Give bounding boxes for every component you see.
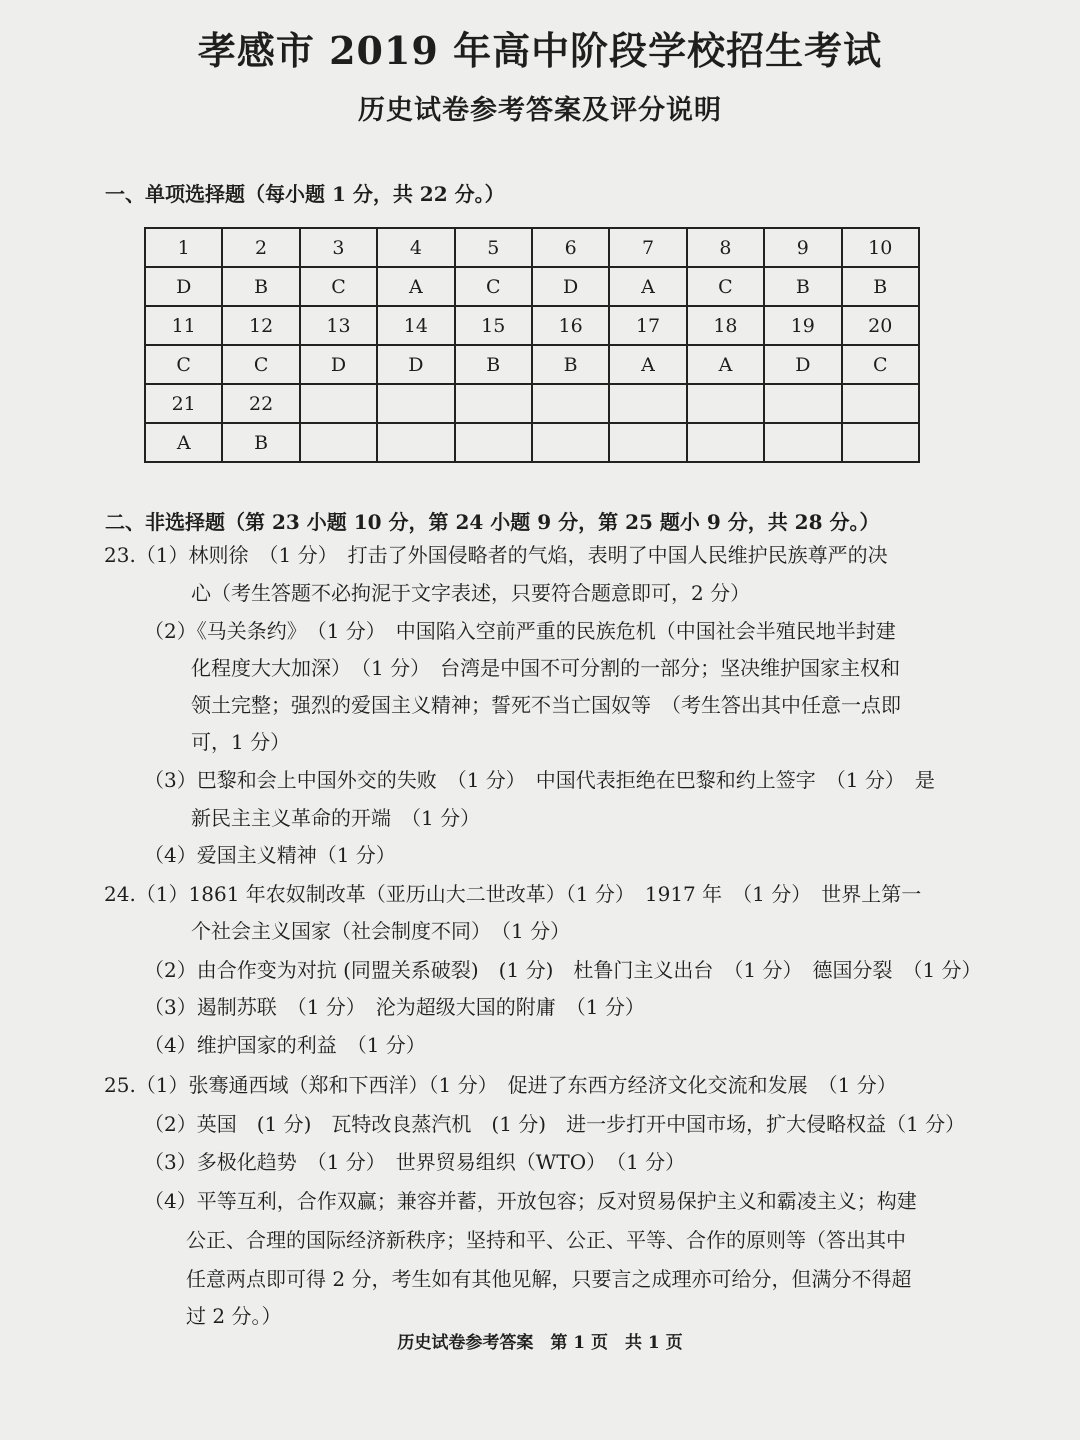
question-number-cell: 15 [455, 306, 532, 345]
answer-key-cell: D [532, 267, 609, 306]
answer-key-cell: C [300, 267, 377, 306]
answer-key-cell: A [377, 267, 454, 306]
answer-line: （3）遏制苏联 （1 分） 沦为超级大国的附庸 （1 分） [144, 995, 645, 1019]
answer-line: 可，1 分） [191, 730, 291, 754]
answer-line: （2）《马关条约》 （1 分） 中国陷入空前严重的民族危机（中国社会半殖民地半封建 [144, 619, 896, 643]
question-number-cell: 2 [222, 228, 299, 267]
answer-key-cell: B [842, 267, 919, 306]
question-number-cell: 14 [377, 306, 454, 345]
answer-line: 25.（1）张骞通西域（郑和下西洋）（1 分） 促进了东西方经济文化交流和发展 （1 分） [104, 1073, 897, 1097]
question-number-cell: 7 [609, 228, 686, 267]
answer-key-cell: A [145, 423, 222, 462]
answer-line: （2）由合作变为对抗 (同盟关系破裂) (1 分) 杜鲁门主义出台 （1 分） 德国分裂 （1 分） [144, 958, 982, 982]
page-footer: 历史试卷参考答案 第 1 页 共 1 页 [397, 1333, 683, 1353]
answer-line: （3）多极化趋势 （1 分） 世界贸易组织（WTO） （1 分） [144, 1150, 686, 1174]
answer-key-cell: A [687, 345, 764, 384]
answer-line: 个社会主义国家（社会制度不同） （1 分） [191, 919, 571, 943]
answer-line: 领土完整；强烈的爱国主义精神；誓死不当亡国奴等 （考生答出其中任意一点即 [191, 693, 901, 717]
page-title: 孝感市 2019 年高中阶段学校招生考试 [197, 28, 883, 73]
question-number-cell: 21 [145, 384, 222, 423]
answer-key-cell: D [300, 345, 377, 384]
answer-key-cell: B [222, 267, 299, 306]
answer-key-cell: B [222, 423, 299, 462]
question-number-cell: 17 [609, 306, 686, 345]
answer-line: 过 2 分。） [186, 1304, 282, 1328]
question-number-cell: 11 [145, 306, 222, 345]
answer-line: （4）维护国家的利益 （1 分） [144, 1033, 426, 1057]
question-number-cell: 9 [764, 228, 841, 267]
question-number-cell: 22 [222, 384, 299, 423]
answer-line: （4）平等互利，合作双赢；兼容并蓄，开放包容；反对贸易保护主义和霸凌主义；构建 [144, 1189, 917, 1213]
answer-line: 公正、合理的国际经济新秩序；坚持和平、公正、平等、合作的原则等（答出其中 [186, 1228, 906, 1252]
answer-key-cell: B [764, 267, 841, 306]
question-number-cell: 12 [222, 306, 299, 345]
answer-line: 任意两点即可得 2 分，考生如有其他见解，只要言之成理亦可给分，但满分不得超 [186, 1267, 912, 1291]
answer-key-cell: B [455, 345, 532, 384]
section2-heading: 二、非选择题（第 23 小题 10 分，第 24 小题 9 分，第 25 题小 9 分，共 28 分。） [105, 510, 880, 534]
answer-line: （2）英国 (1 分) 瓦特改良蒸汽机 (1 分) 进一步打开中国市场，扩大侵略权益（1 分） [144, 1112, 966, 1136]
question-number-cell: 3 [300, 228, 377, 267]
answer-line: （3）巴黎和会上中国外交的失败 （1 分） 中国代表拒绝在巴黎和约上签字 （1 分） 是 [144, 768, 935, 792]
section1-heading: 一、单项选择题（每小题 1 分，共 22 分。） [105, 182, 505, 206]
question-number-cell: 4 [377, 228, 454, 267]
answer-line: 24.（1）1861 年农奴制改革（亚历山大二世改革）（1 分） 1917 年 （1 分） 世界上第一 [104, 882, 922, 906]
answer-line: 23.（1）林则徐 （1 分） 打击了外国侵略者的气焰，表明了中国人民维护民族尊严的决 [104, 543, 888, 567]
page-subtitle: 历史试卷参考答案及评分说明 [358, 95, 722, 126]
answer-key-cell: D [377, 345, 454, 384]
question-number-cell: 5 [455, 228, 532, 267]
question-number-cell: 8 [687, 228, 764, 267]
answer-line: 化程度大大加深） （1 分） 台湾是中国不可分割的一部分；坚决维护国家主权和 [191, 656, 901, 680]
answer-key-cell: B [532, 345, 609, 384]
answer-key-cell: D [764, 345, 841, 384]
answer-key-cell: C [687, 267, 764, 306]
question-number-cell: 18 [687, 306, 764, 345]
question-number-cell: 13 [300, 306, 377, 345]
answer-key-cell: A [609, 267, 686, 306]
question-number-cell: 19 [764, 306, 841, 345]
answer-key-cell: D [145, 267, 222, 306]
question-number-cell: 1 [145, 228, 222, 267]
answer-key-cell: A [609, 345, 686, 384]
question-number-cell: 10 [842, 228, 919, 267]
answer-key-cell: C [222, 345, 299, 384]
question-number-cell: 6 [532, 228, 609, 267]
answer-line: 新民主主义革命的开端 （1 分） [191, 806, 481, 830]
answer-line: （4）爱国主义精神（1 分） [144, 843, 396, 867]
answer-key-cell: C [842, 345, 919, 384]
answer-line: 心（考生答题不必拘泥于文字表述，只要符合题意即可，2 分） [191, 581, 751, 605]
question-number-cell: 20 [842, 306, 919, 345]
answer-key-cell: C [455, 267, 532, 306]
question-number-cell: 16 [532, 306, 609, 345]
answer-key-cell: C [145, 345, 222, 384]
